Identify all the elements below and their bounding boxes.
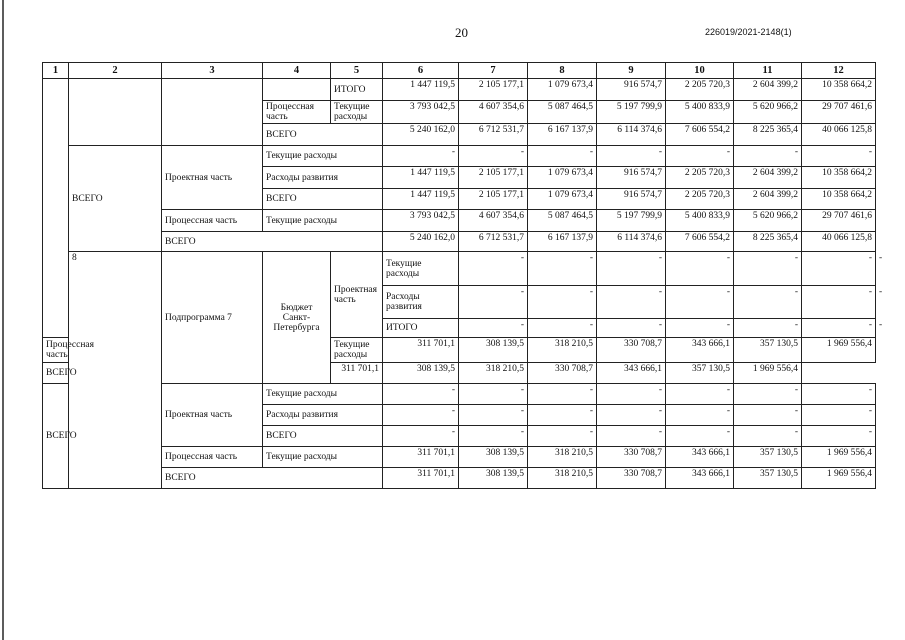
budget-source-label: Бюджет Санкт-Петербурга [263,252,331,384]
value-cell: 357 130,5 [666,363,734,384]
dev-exp-label: Расходы развития [263,405,383,426]
table-row: ИТОГО - - - - - - - [43,319,876,338]
col-header: 11 [734,63,802,79]
value-cell: 2 604 399,2 [734,167,802,189]
current-exp-label: Текущие расходы [263,384,383,405]
value-cell: - [666,319,734,338]
value-cell: 357 130,5 [734,468,802,489]
value-cell: 311 701,1 [383,338,459,363]
value-cell: 3 793 042,5 [383,101,459,124]
value-cell: 1 447 119,5 [383,167,459,189]
value-cell: - [734,319,802,338]
value-cell: - [528,252,597,286]
value-cell: - [666,252,734,286]
dev-exp-label: Расходы развития [263,167,383,189]
value-cell: 5 240 162,0 [383,232,459,252]
value-cell: 308 139,5 [459,338,528,363]
value-cell: 29 707 461,6 [802,101,876,124]
itogo-label: ИТОГО [383,319,459,338]
document-id: 226019/2021-2148(1) [705,27,792,37]
value-cell: - [597,405,666,426]
current-exp-label: Текущие расходы [331,101,383,124]
value-cell: 2 205 720,3 [666,167,734,189]
value-cell: 311 701,1 [383,468,459,489]
value-cell: 916 574,7 [597,79,666,101]
value-cell: 916 574,7 [597,189,666,210]
value-cell: - [802,426,876,447]
value-cell: - [528,405,597,426]
col-header: 5 [331,63,383,79]
value-cell: - [528,286,597,319]
col-header: 12 [802,63,876,79]
table-row: Расходы развития - - - - - - - [43,286,876,319]
value-cell: 330 708,7 [597,468,666,489]
itogo-label: ИТОГО [331,79,383,101]
value-cell: 343 666,1 [666,468,734,489]
value-cell: - [459,319,528,338]
value-cell: - [383,426,459,447]
value-cell: - [597,319,666,338]
value-cell: - [666,426,734,447]
value-cell: 311 701,1 [383,447,459,468]
table-row [43,146,876,167]
value-cell: - [666,146,734,167]
row-number-cell [43,79,69,338]
value-cell: - [802,319,876,338]
value-cell: 7 606 554,2 [666,232,734,252]
value-cell: 343 666,1 [666,338,734,363]
value-cell: - [802,286,876,319]
value-cell: 318 210,5 [528,468,597,489]
value-cell: 330 708,7 [597,338,666,363]
vsego-label: ВСЕГО [43,363,162,384]
table-row: 8 Подпрограмма 7 Бюджет Санкт-Петербурга Проектная часть Текущие расходы - - - - - - - [43,252,876,286]
value-cell: 40 066 125,8 [802,124,876,146]
value-cell: 4 607 354,6 [459,101,528,124]
value-cell: 4 607 354,6 [459,210,528,232]
value-cell: 5 197 799,9 [597,210,666,232]
value-cell: - [528,384,597,405]
vsego-label: ВСЕГО [162,468,383,489]
value-cell: 357 130,5 [734,447,802,468]
value-cell: - [597,252,666,286]
value-cell: - [528,146,597,167]
table-row [43,384,876,405]
col-header: 2 [69,63,162,79]
value-cell: - [666,384,734,405]
value-cell: 311 701,1 [331,363,383,384]
current-exp-label: Текущие расходы [331,338,383,363]
process-part-label: Процессная часть [263,101,331,124]
value-cell: 343 666,1 [666,447,734,468]
vsego-label: ВСЕГО [263,124,383,146]
budget-table [42,62,883,489]
value-cell: - [459,426,528,447]
value-cell: 2 604 399,2 [734,79,802,101]
value-cell: - [734,426,802,447]
value-cell: 308 139,5 [459,447,528,468]
value-cell: 1 079 673,4 [528,167,597,189]
value-cell: 308 139,5 [459,468,528,489]
value-cell: 6 712 531,7 [459,232,528,252]
value-cell: 357 130,5 [734,338,802,363]
value-cell: 1 969 556,4 [802,468,876,489]
current-exp-label: Текущие расходы [263,210,383,232]
col-header: 10 [666,63,734,79]
value-cell: 318 210,5 [528,447,597,468]
value-cell: 1 969 556,4 [802,338,876,363]
value-cell: - [734,286,802,319]
value-cell: - [383,146,459,167]
value-cell: 1 079 673,4 [528,189,597,210]
value-cell: - [666,286,734,319]
vsego-label: ВСЕГО [263,426,383,447]
value-cell: - [459,405,528,426]
value-cell: 2 604 399,2 [734,189,802,210]
value-cell: 1 969 556,4 [802,447,876,468]
table-row [43,79,876,101]
vsego-label: ВСЕГО [263,189,383,210]
value-cell: 29 707 461,6 [802,210,876,232]
value-cell: 2 205 720,3 [666,189,734,210]
value-cell: - [383,405,459,426]
value-cell: - [802,146,876,167]
value-cell: - [459,286,528,319]
value-cell: 10 358 664,2 [802,189,876,210]
column-number-row [43,63,876,79]
current-exp-label: Текущие расходы [263,447,383,468]
value-cell: 2 105 177,1 [459,167,528,189]
value-cell: 2 205 720,3 [666,79,734,101]
col-header: 7 [459,63,528,79]
value-cell: 1 447 119,5 [383,79,459,101]
subprogram-label: Подпрограмма 7 [162,252,263,384]
project-part-label: Проектная часть [162,384,263,447]
table-row [43,447,876,468]
value-cell: 6 712 531,7 [459,124,528,146]
value-cell: 1 447 119,5 [383,189,459,210]
value-cell: - [597,146,666,167]
value-cell: 10 358 664,2 [802,79,876,101]
col-header: 6 [383,63,459,79]
value-cell: - [666,405,734,426]
value-cell: 8 225 365,4 [734,232,802,252]
col-header: 9 [597,63,666,79]
table-row [43,232,876,252]
value-cell: 343 666,1 [597,363,666,384]
total-group-label: ВСЕГО [43,384,69,489]
vsego-label: ВСЕГО [162,232,383,252]
value-cell: 5 620 966,2 [734,101,802,124]
value-cell: 5 240 162,0 [383,124,459,146]
value-cell: 5 620 966,2 [734,210,802,232]
value-cell: - [802,405,876,426]
value-cell: 5 400 833,9 [666,210,734,232]
project-part-label: Проектная часть [331,252,383,338]
value-cell: 5 400 833,9 [666,101,734,124]
value-cell: 330 708,7 [528,363,597,384]
current-exp-label: Текущие расходы [263,146,383,167]
value-cell: 5 197 799,9 [597,101,666,124]
table-row [43,468,876,489]
value-cell: - [597,384,666,405]
value-cell: 40 066 125,8 [802,232,876,252]
value-cell: 10 358 664,2 [802,167,876,189]
value-cell: 6 114 374,6 [597,232,666,252]
total-group-label: ВСЕГО [69,146,162,252]
value-cell: 318 210,5 [459,363,528,384]
table-row [43,210,876,232]
page-number: 20 [455,25,468,40]
value-cell: - [802,252,876,286]
value-cell: 6 167 137,9 [528,232,597,252]
value-cell: - [597,286,666,319]
value-cell: - [459,384,528,405]
source-cell [162,79,263,146]
value-cell: - [383,384,459,405]
value-cell: 1 079 673,4 [528,79,597,101]
value-cell: - [597,426,666,447]
value-cell: - [459,146,528,167]
binding-edge [2,0,4,640]
value-cell: 5 087 464,5 [528,210,597,232]
value-cell: - [734,384,802,405]
col-header: 3 [162,63,263,79]
value-cell: - [734,252,802,286]
value-cell: 308 139,5 [383,363,459,384]
value-cell: - [459,252,528,286]
process-part-label: Процессная часть [162,210,263,232]
value-cell: 318 210,5 [528,338,597,363]
dev-exp-label: Расходы развития [383,286,459,319]
value-cell: - [802,384,876,405]
process-part-label: Процессная часть [162,447,263,468]
value-cell: 5 087 464,5 [528,101,597,124]
value-cell: 1 969 556,4 [734,363,802,384]
value-cell: - [734,146,802,167]
process-part-label: Процессная часть [43,338,69,363]
col-header: 1 [43,63,69,79]
value-cell: 916 574,7 [597,167,666,189]
value-cell: 6 167 137,9 [528,124,597,146]
col-header: 4 [263,63,331,79]
program-cell [69,79,162,146]
value-cell: 2 105 177,1 [459,79,528,101]
row-number-cell: 8 [69,252,162,489]
value-cell: 8 225 365,4 [734,124,802,146]
value-cell: 2 105 177,1 [459,189,528,210]
value-cell: - [734,405,802,426]
value-cell: 330 708,7 [597,447,666,468]
value-cell: 6 114 374,6 [597,124,666,146]
part-cell [263,79,331,101]
col-header: 8 [528,63,597,79]
value-cell: - [528,319,597,338]
value-cell: - [528,426,597,447]
current-exp-label: Текущие расходы [383,252,459,286]
value-cell: 3 793 042,5 [383,210,459,232]
project-part-label: Проектная часть [162,146,263,210]
value-cell: 7 606 554,2 [666,124,734,146]
